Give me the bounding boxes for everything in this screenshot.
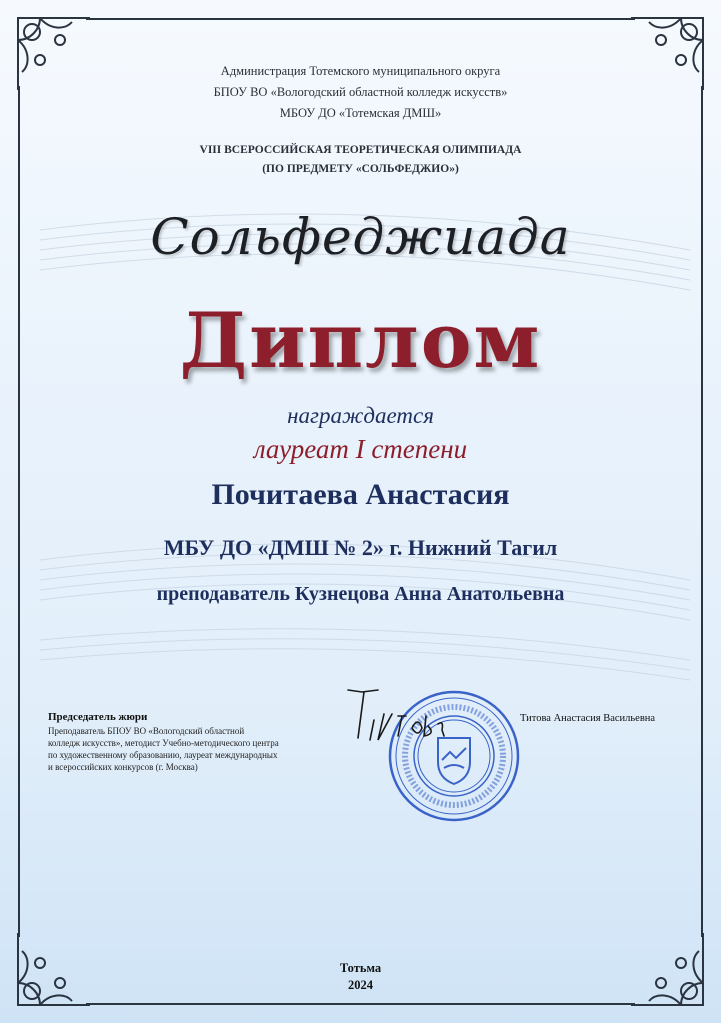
frame-bottom [86,1003,635,1005]
jury-desc-line: по художественному образованию, лауреат международных [48,750,278,760]
jury-chair-title: Председатель жюри [48,711,148,723]
corner-ornament-top-right [625,10,711,96]
winner-school: МБУ ДО «ДМШ № 2» г. Нижний Тагил [163,535,558,560]
corner-ornament-top-left [10,10,96,96]
winner-name: Почитаева Анастасия [211,478,510,511]
diploma-heading: Диплом [179,296,542,385]
laureate-degree: лауреат I степени [253,434,468,464]
jury-chair-description [48,725,318,773]
event-logo-title: Сольфеджиада [150,208,571,266]
header-school: МБОУ ДО «Тотемская ДМШ» [279,106,442,120]
frame-top [86,18,635,20]
header-college: БПОУ ВО «Вологодский областной колледж искусств» [213,85,508,99]
jury-desc-line: и всероссийских конкурсов (г. Москва) [48,762,198,772]
jury-desc-line: колледж искусств», методист Учебно-методического центра [48,738,279,748]
footer-city: Тотьма [339,961,382,975]
olympiad-title: VIII ВСЕРОССИЙСКАЯ ТЕОРЕТИЧЕСКАЯ ОЛИМПИАДА [199,144,522,156]
jury-chair-name: Титова Анастасия Васильевна [520,713,656,724]
awarded-text: награждается [287,403,434,428]
footer-year: 2024 [348,978,373,992]
winner-teacher: преподаватель Кузнецова Анна Анатольевна [156,583,565,605]
header-administration: Администрация Тотемского муниципального округа [220,64,501,78]
jury-desc-line: Преподаватель БПОУ ВО «Вологодский областной [48,726,245,736]
signature [340,680,450,750]
olympiad-subject: (ПО ПРЕДМЕТУ «СОЛЬФЕДЖИО») [262,163,459,175]
